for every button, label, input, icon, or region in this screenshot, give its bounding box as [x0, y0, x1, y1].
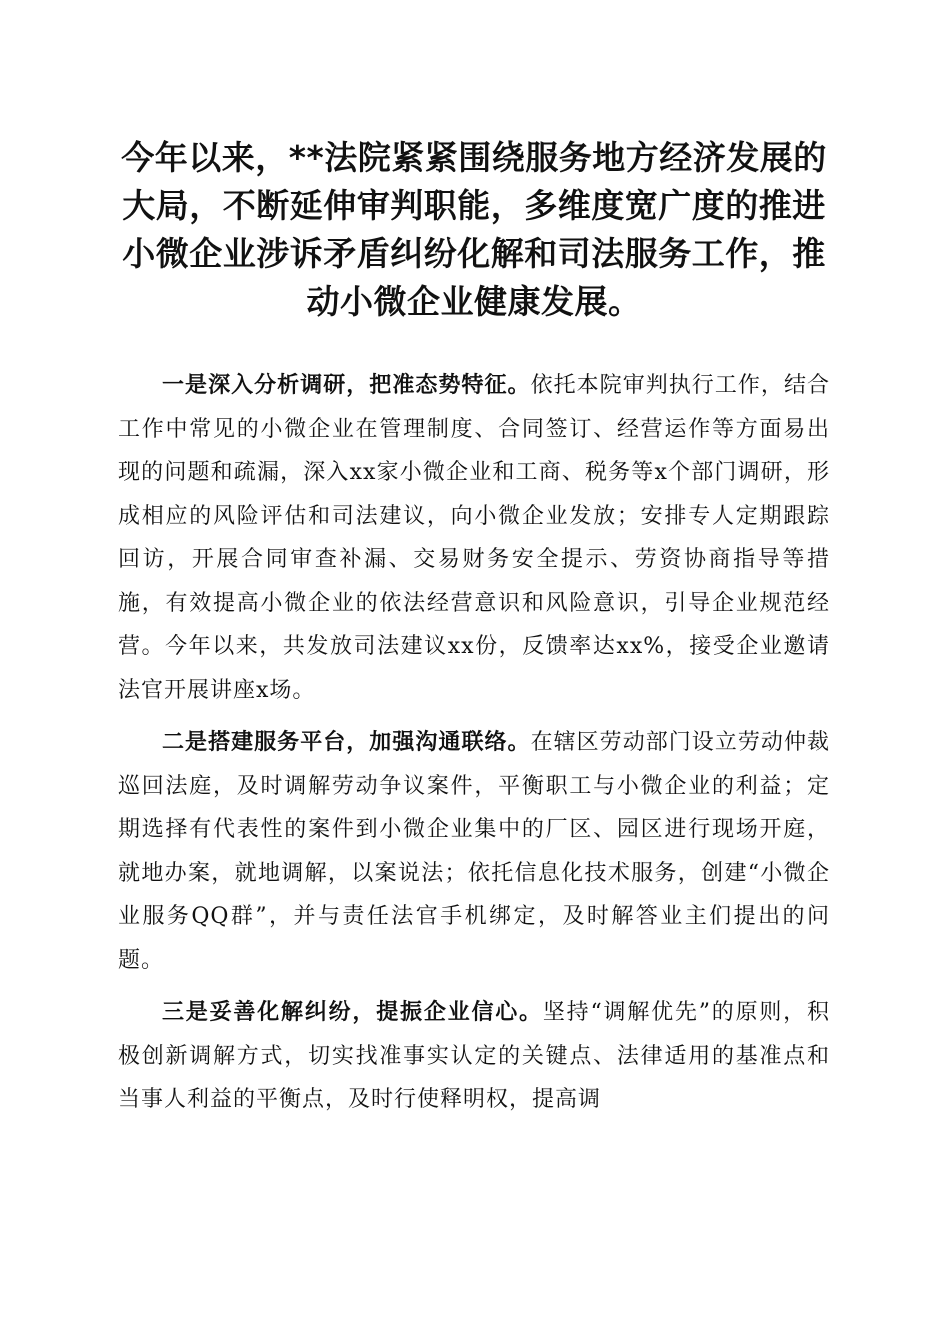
- document-title: 今年以来，**法院紧紧围绕服务地方经济发展的大局，不断延伸审判职能，多维度宽广度的推进小微企业涉诉矛盾纠纷化解和司法服务工作，推动小微企业健康发展。: [121, 138, 827, 321]
- paragraph-1-text: 依托本院审判执行工作，结合工作中常见的小微企业在管理制度、合同签订、经营运作等方面易出现的问题和疏漏，深入xx家小微企业和工商、税务等x个部门调研，形成相应的风险评估和司法建议，向小微企业发放；安排专人定期跟踪回访，开展合同审查补漏、交易财务安全提示、劳资协商指导等措施，有效提高小微企业的依法经营意识和风险意识，引导企业规范经营。今年以来，共发放司法建议xx份，反馈率达xx%，接受企业邀请法官开展讲座x场。: [118, 373, 830, 703]
- document-body: [118, 364, 830, 1131]
- paragraph-3-lead: 三是妥善化解纠纷，提振企业信心。: [162, 999, 543, 1025]
- paragraph-3-text: 坚持“调解优先”的原则，积极创新调解方式，切实找准事实认定的关键点、法律适用的基准点和当事人利益的平衡点，及时行使释明权，提高调: [118, 1000, 830, 1112]
- paragraph-2: [118, 721, 830, 982]
- paragraph-1-lead: 一是深入分析调研，把准态势特征。: [162, 372, 531, 398]
- paragraph-2-text: 在辖区劳动部门设立劳动仲裁巡回法庭，及时调解劳动争议案件，平衡职工与小微企业的利益；定期选择有代表性的案件到小微企业集中的厂区、园区进行现场开庭，就地办案，就地调解，以案说法；依托信息化技术服务，创建“小微企业服务QQ群”，并与责任法官手机绑定，及时解答业主们提出的问题。: [118, 730, 830, 973]
- paragraph-3: [118, 991, 830, 1122]
- paragraph-1: [118, 364, 830, 712]
- paragraph-2-lead: 二是搭建服务平台，加强沟通联络。: [162, 729, 531, 755]
